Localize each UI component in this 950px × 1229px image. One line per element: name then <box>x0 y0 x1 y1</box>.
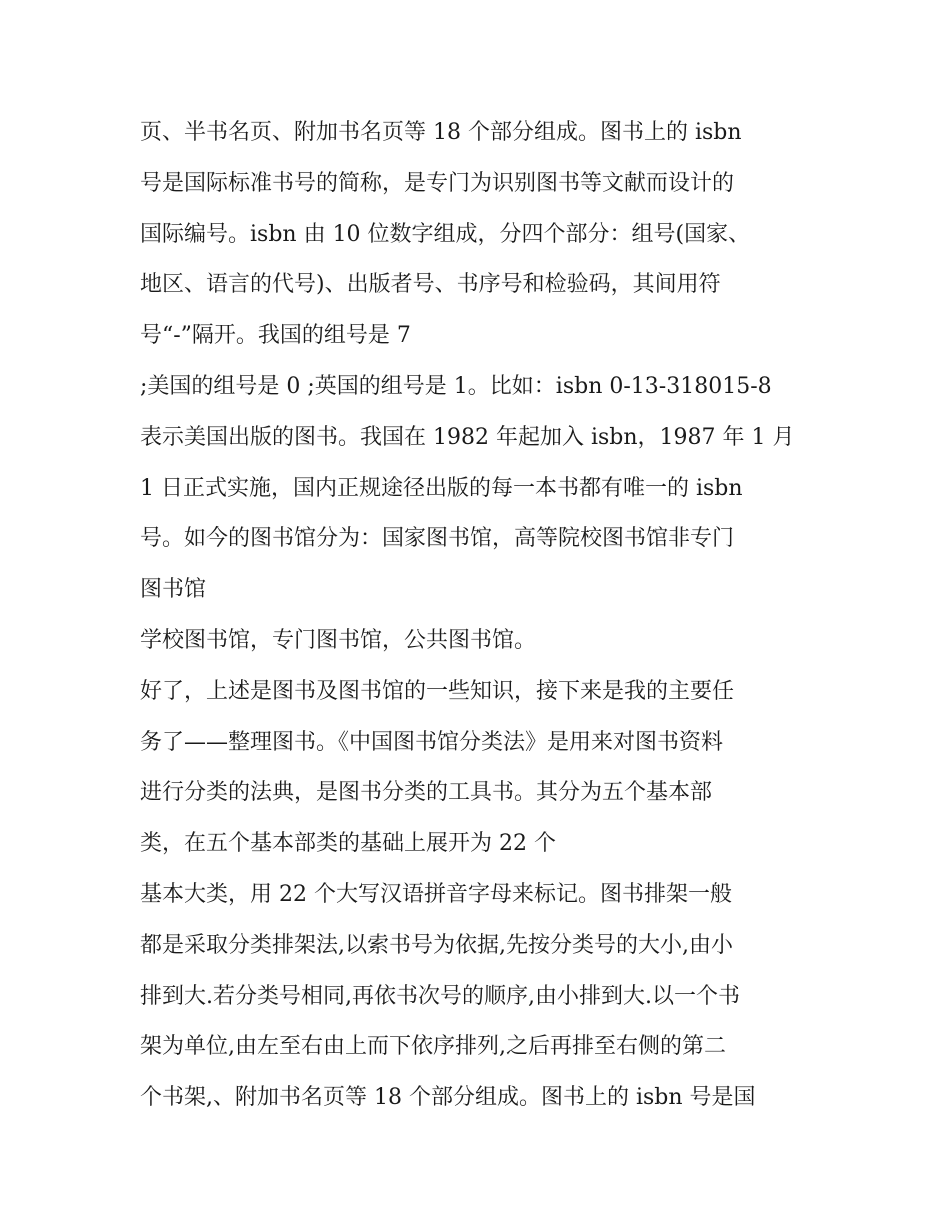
text-line: 基本大类，用 22 个大写汉语拼音字母来标记。图书排架一般 <box>140 881 732 907</box>
text-line: 表示美国出版的图书。我国在 1982 年起加入 isbn，1987 年 1 月 <box>140 424 795 450</box>
text-line: 好了，上述是图书及图书馆的一些知识，接下来是我的主要任 <box>140 678 735 704</box>
text-line: 国际编号。isbn 由 10 位数字组成，分四个部分：组号(国家、 <box>140 221 751 247</box>
text-line: 号“-”隔开。我国的组号是 7 <box>140 323 411 349</box>
text-line: 进行分类的法典，是图书分类的工具书。其分为五个基本部 <box>140 780 713 806</box>
text-line: 都是采取分类排架法,以索书号为依据,先按分类号的大小,由小 <box>140 932 733 958</box>
text-line: 个书架,、附加书名页等 18 个部分组成。图书上的 isbn 号是国 <box>140 1085 756 1111</box>
body-text <box>140 108 830 1124</box>
text-line: 页、半书名页、附加书名页等 18 个部分组成。图书上的 isbn <box>140 120 742 145</box>
text-line: 1 日正式实施，国内正规途径出版的每一本书都有唯一的 isbn <box>140 475 743 501</box>
text-line: 图书馆 <box>140 577 207 603</box>
text-line: ;美国的组号是 0 ;英国的组号是 1。比如：isbn 0-13-318015-8 <box>140 373 772 399</box>
text-line: 号。如今的图书馆分为：国家图书馆，高等院校图书馆非专门 <box>140 526 735 552</box>
text-line: 号是国际标准书号的简称，是专门为识别图书等文献而设计的 <box>140 170 735 196</box>
text-line: 务了——整理图书。《中国图书馆分类法》是用来对图书资料 <box>140 729 724 755</box>
text-line: 地区、语言的代号)、出版者号、书序号和检验码，其间用符 <box>140 272 721 298</box>
text-line: 学校图书馆，专门图书馆，公共图书馆。 <box>140 627 537 653</box>
text-line: 架为单位,由左至右由上而下依序排列,之后再排至右侧的第二 <box>140 1034 726 1060</box>
text-line: 类，在五个基本部类的基础上展开为 22 个 <box>140 831 556 857</box>
text-line: 排到大.若分类号相同,再依书次号的顺序,由小排到大.以一个书 <box>140 983 740 1009</box>
